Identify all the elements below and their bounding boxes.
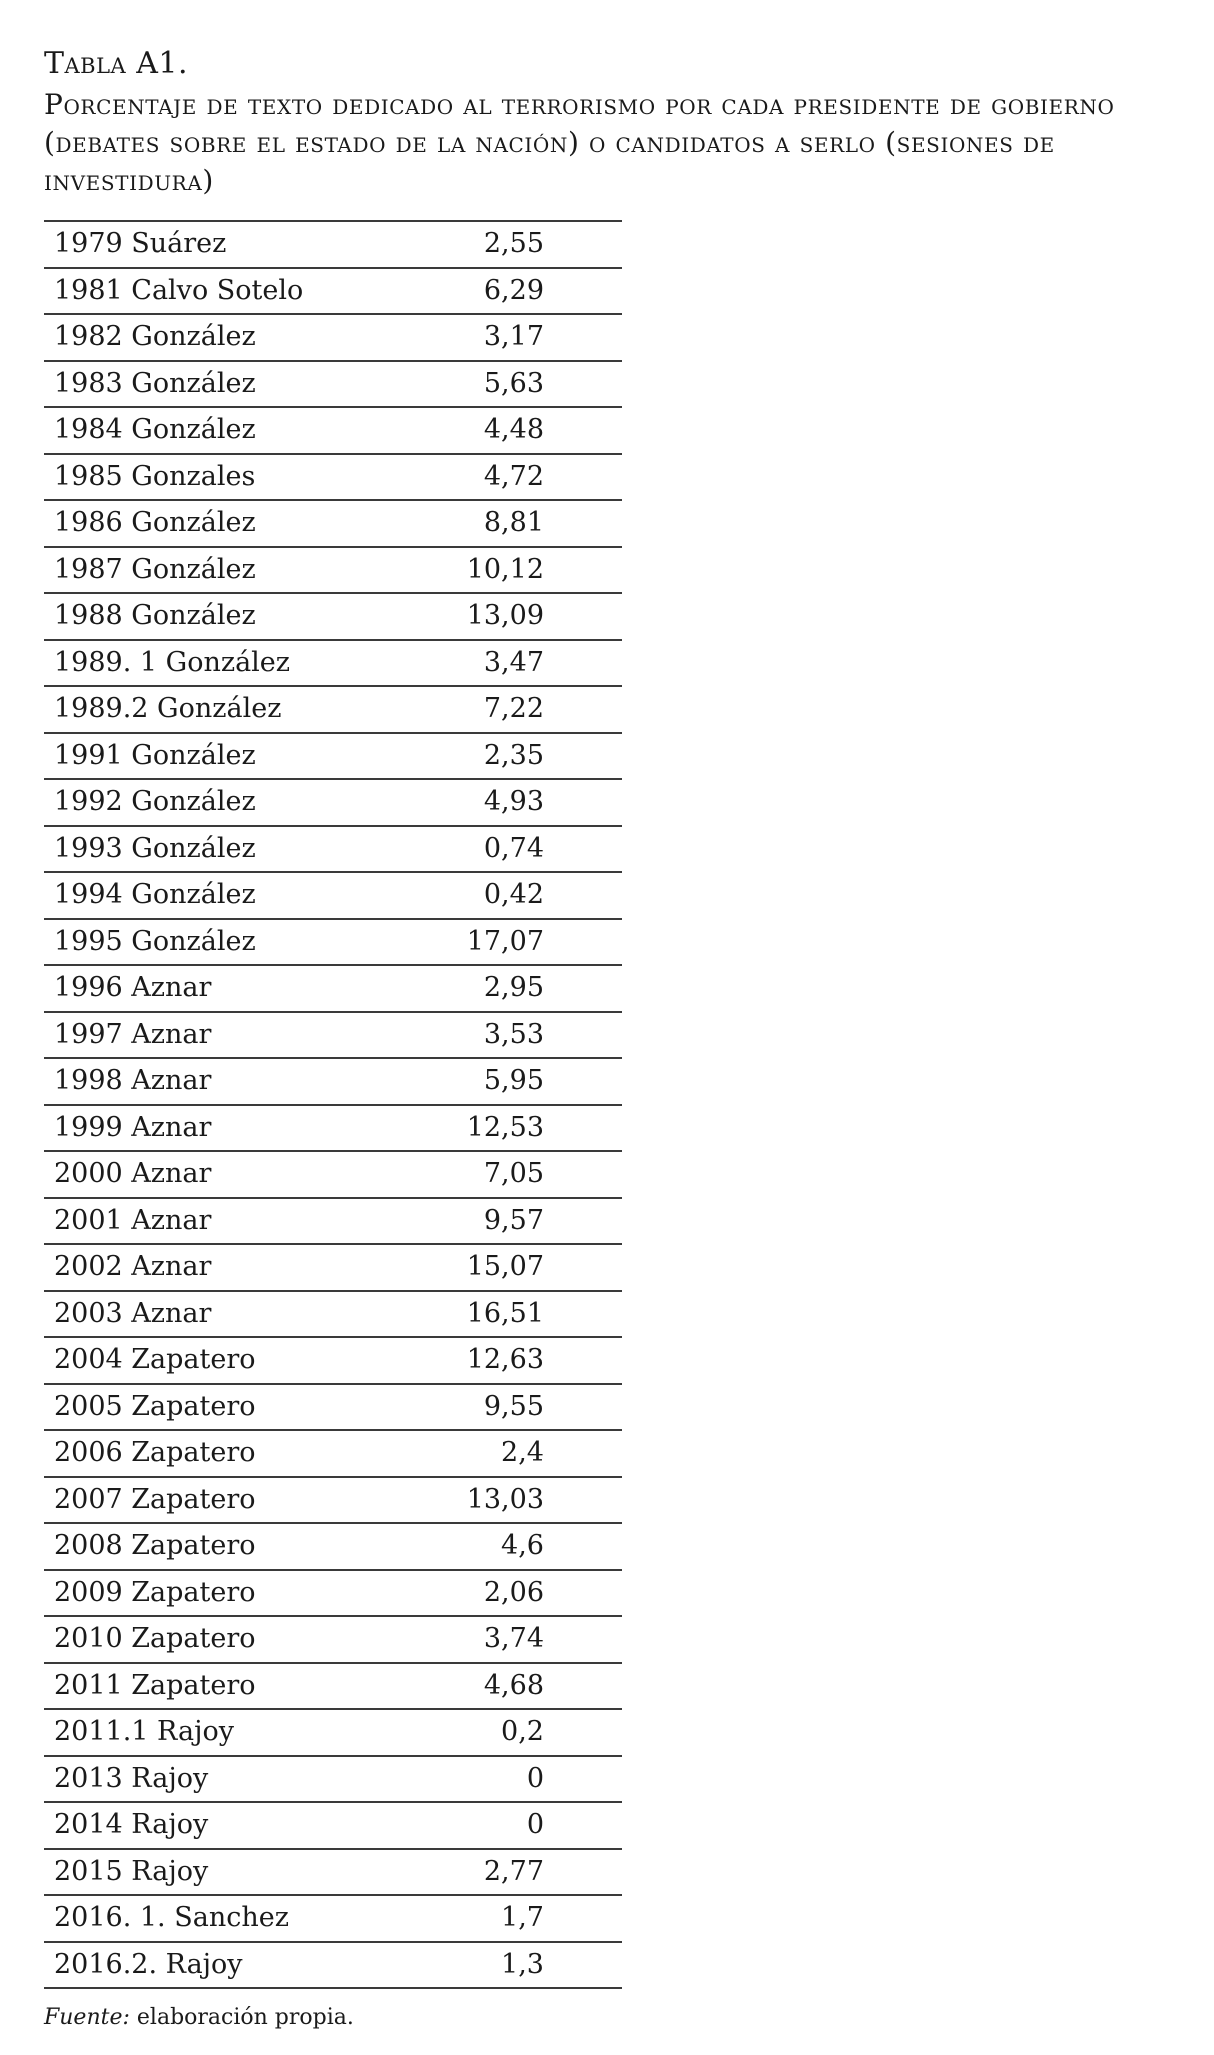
table-row	[44, 1616, 622, 1663]
row-value: 13,09	[466, 600, 544, 632]
table-row	[44, 1058, 622, 1105]
row-label: 1996 Aznar	[54, 972, 212, 1004]
row-label: 2004 Zapatero	[54, 1344, 256, 1376]
row-label: 1982 González	[54, 321, 256, 353]
row-value: 4,6	[501, 1530, 544, 1562]
table-row	[44, 733, 622, 780]
table-row	[44, 1570, 622, 1617]
row-value: 7,05	[483, 1158, 544, 1190]
table-row	[44, 1337, 622, 1384]
row-label: 1981 Calvo Sotelo	[54, 274, 304, 306]
row-value: 5,63	[483, 367, 544, 399]
row-value: 4,68	[483, 1669, 544, 1701]
row-label: 1984 González	[54, 414, 256, 446]
row-value: 12,53	[466, 1111, 544, 1143]
table-row	[44, 1384, 622, 1431]
table-row	[44, 1523, 622, 1570]
row-label: 1994 González	[54, 879, 256, 911]
table-caption-title: Porcentaje de texto dedicado al terrorismo por cada presidente de gobierno (debates sobre el estado de la nación) o candidatos a serlo (sesiones de investidura)	[44, 88, 1115, 197]
row-value: 17,07	[466, 925, 544, 957]
row-value: 9,57	[483, 1204, 544, 1236]
row-label: 1989.2 González	[54, 693, 282, 725]
row-label: 1992 González	[54, 786, 256, 818]
table-row	[44, 1895, 622, 1942]
row-value: 0	[526, 1762, 544, 1794]
row-value: 2,95	[483, 972, 544, 1004]
table-row	[44, 1012, 622, 1059]
table-row	[44, 1709, 622, 1756]
table-row	[44, 221, 622, 268]
row-value: 4,93	[483, 786, 544, 818]
row-label: 1995 González	[54, 925, 256, 957]
row-value: 0,74	[483, 832, 544, 864]
table-row	[44, 361, 622, 408]
row-value: 10,12	[466, 553, 544, 585]
table-row	[44, 1849, 622, 1896]
source-text: elaboración propia.	[136, 2005, 354, 2030]
row-label: 2001 Aznar	[54, 1204, 212, 1236]
row-label: 1979 Suárez	[54, 228, 227, 260]
row-label: 2007 Zapatero	[54, 1483, 256, 1515]
row-value: 5,95	[483, 1065, 544, 1097]
document-page	[44, 44, 1174, 2033]
table-row	[44, 500, 622, 547]
table-row	[44, 919, 622, 966]
row-label: 1986 González	[54, 507, 256, 539]
table-row	[44, 872, 622, 919]
row-label: 2005 Zapatero	[54, 1390, 256, 1422]
row-value: 1,3	[501, 1948, 544, 1980]
table-row	[44, 454, 622, 501]
row-value: 9,55	[483, 1390, 544, 1422]
table-caption-label: Tabla A1.	[44, 46, 189, 81]
table-row	[44, 686, 622, 733]
table-row	[44, 1430, 622, 1477]
row-value: 3,74	[483, 1623, 544, 1655]
table-row	[44, 1151, 622, 1198]
row-value: 4,72	[483, 460, 544, 492]
row-label: 1988 González	[54, 600, 256, 632]
table-row	[44, 407, 622, 454]
row-label: 2009 Zapatero	[54, 1576, 256, 1608]
row-value: 16,51	[466, 1297, 544, 1329]
row-value: 3,17	[483, 321, 544, 353]
row-value: 3,47	[483, 646, 544, 678]
table-row	[44, 1942, 622, 1989]
table-row	[44, 965, 622, 1012]
row-label: 1989. 1 González	[54, 646, 291, 678]
table-row	[44, 1105, 622, 1152]
row-value: 0	[526, 1809, 544, 1841]
table-row	[44, 826, 622, 873]
row-value: 0,2	[501, 1716, 544, 1748]
table-row	[44, 1802, 622, 1849]
row-label: 1987 González	[54, 553, 256, 585]
row-label: 2008 Zapatero	[54, 1530, 256, 1562]
table-row	[44, 1663, 622, 1710]
data-table	[44, 220, 622, 1989]
row-label: 2003 Aznar	[54, 1297, 212, 1329]
row-value: 2,4	[501, 1437, 544, 1469]
row-value: 2,06	[483, 1576, 544, 1608]
row-label: 1983 González	[54, 367, 256, 399]
row-value: 2,35	[483, 739, 544, 771]
row-label: 1999 Aznar	[54, 1111, 212, 1143]
source-label: Fuente:	[44, 2005, 130, 2030]
row-label: 2000 Aznar	[54, 1158, 212, 1190]
row-value: 7,22	[483, 693, 544, 725]
row-label: 1998 Aznar	[54, 1065, 212, 1097]
row-value: 2,77	[483, 1855, 544, 1887]
row-value: 13,03	[466, 1483, 544, 1515]
table-row	[44, 779, 622, 826]
row-value: 15,07	[466, 1251, 544, 1283]
row-value: 2,55	[483, 228, 544, 260]
table-row	[44, 1756, 622, 1803]
table-row	[44, 547, 622, 594]
row-label: 2016. 1. Sanchez	[54, 1902, 289, 1934]
row-label: 1993 González	[54, 832, 256, 864]
row-label: 2006 Zapatero	[54, 1437, 256, 1469]
table-row	[44, 1477, 622, 1524]
source-note	[44, 2003, 1174, 2033]
row-label: 2011 Zapatero	[54, 1669, 256, 1701]
table-row	[44, 1291, 622, 1338]
row-label: 1997 Aznar	[54, 1018, 212, 1050]
table-row	[44, 314, 622, 361]
table-row	[44, 1198, 622, 1245]
table-row	[44, 1244, 622, 1291]
row-label: 2016.2. Rajoy	[54, 1948, 243, 1980]
row-label: 1991 González	[54, 739, 256, 771]
row-label: 2002 Aznar	[54, 1251, 212, 1283]
row-value: 3,53	[483, 1018, 544, 1050]
row-label: 1985 Gonzales	[54, 460, 256, 492]
row-label: 2013 Rajoy	[54, 1762, 209, 1794]
row-value: 0,42	[483, 879, 544, 911]
row-value: 4,48	[483, 414, 544, 446]
table-row	[44, 593, 622, 640]
row-value: 8,81	[483, 507, 544, 539]
row-value: 1,7	[501, 1902, 544, 1934]
row-label: 2010 Zapatero	[54, 1623, 256, 1655]
table-row	[44, 268, 622, 315]
table-body	[44, 221, 622, 1988]
row-value: 6,29	[483, 274, 544, 306]
table-row	[44, 640, 622, 687]
row-label: 2015 Rajoy	[54, 1855, 209, 1887]
row-label: 2014 Rajoy	[54, 1809, 209, 1841]
row-label: 2011.1 Rajoy	[54, 1716, 234, 1748]
row-value: 12,63	[466, 1344, 544, 1376]
